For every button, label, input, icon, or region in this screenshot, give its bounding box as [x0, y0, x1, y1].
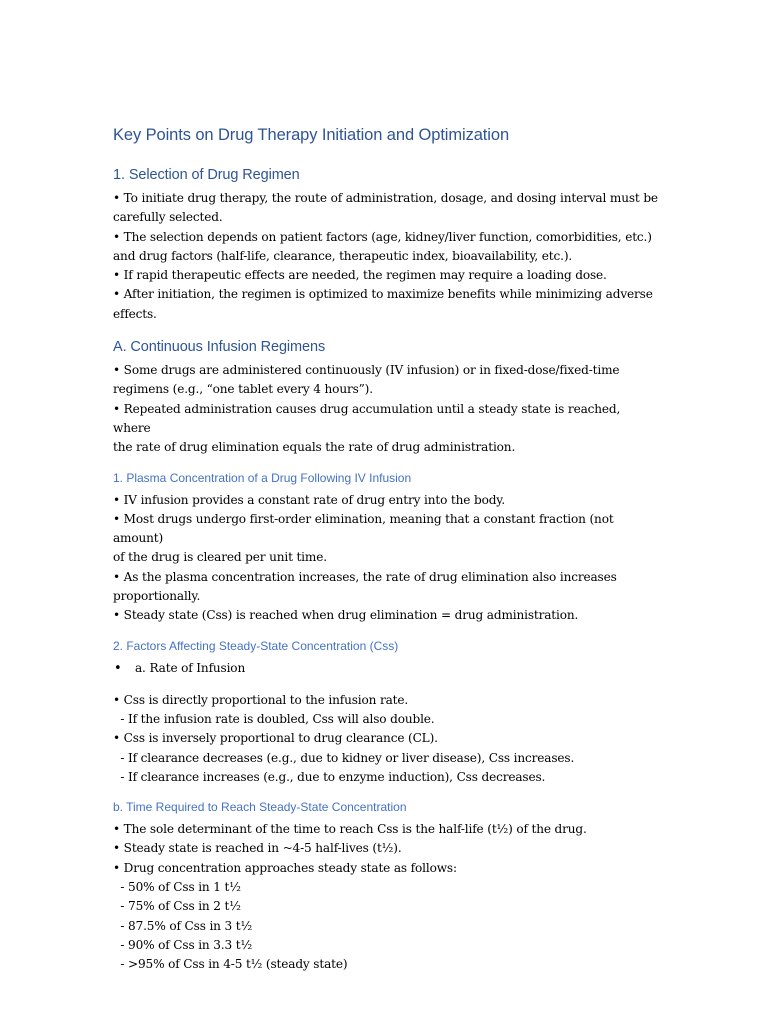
subsection-heading-plasma-concentration: 1. Plasma Concentration of a Drug Following IV Infusion	[113, 470, 412, 485]
paragraph-line: • If rapid therapeutic effects are needed, the regimen may require a loading dose.	[113, 268, 607, 283]
paragraph-line: - >95% of Css in 4-5 t½ (steady state)	[113, 957, 348, 972]
paragraph-line: • Most drugs undergo first-order elimination, meaning that a constant fraction (not amount)	[113, 511, 618, 546]
section-heading-continuous-infusion: A. Continuous Infusion Regimens	[113, 339, 326, 356]
subsection-heading-time-to-steady-state: b. Time Required to Reach Steady-State Concentration	[113, 800, 407, 815]
subsection-heading-css-factors: 2. Factors Affecting Steady-State Concentration (Css)	[113, 638, 399, 653]
document-title: Key Points on Drug Therapy Initiation and Optimization	[113, 126, 510, 144]
paragraph-line: • As the plasma concentration increases, the rate of drug elimination also increases	[113, 569, 617, 584]
paragraph-line: proportionally.	[113, 589, 201, 604]
paragraph-line: - If clearance decreases (e.g., due to kidney or liver disease), Css increases.	[113, 750, 575, 765]
paragraph-line: • Repeated administration causes drug accumulation until a steady state is reached, where	[113, 401, 624, 435]
bullet-glyph: •	[114, 660, 122, 676]
spacer	[113, 458, 658, 470]
document-body	[113, 124, 658, 975]
spacer	[113, 787, 658, 799]
paragraph-line: • The sole determinant of the time to reach Css is the half-life (t½) of the drug.	[113, 822, 587, 837]
paragraph-line: • Steady state (Css) is reached when drug elimination = drug administration.	[113, 608, 579, 623]
spacer	[113, 626, 658, 638]
paragraph-line: regimens (e.g., “one tablet every 4 hours”).	[113, 382, 373, 397]
bullet-list	[113, 659, 658, 678]
paragraph-line: • Steady state is reached in ~4-5 half-lives (t½).	[113, 841, 402, 856]
paragraph-line: • After initiation, the regimen is optimized to maximize benefits while minimizing adverse	[113, 287, 653, 302]
paragraph-line: • Some drugs are administered continuously (IV infusion) or in fixed-dose/fixed-time	[113, 363, 620, 378]
paragraph-line: - 87.5% of Css in 3 t½	[113, 918, 253, 933]
section-heading-selection: 1. Selection of Drug Regimen	[113, 167, 300, 183]
spacer	[113, 678, 658, 691]
list-item	[113, 659, 658, 678]
paragraph-line: - 90% of Css in 3.3 t½	[113, 937, 253, 952]
paragraph-line: • Drug concentration approaches steady state as follows:	[113, 860, 457, 875]
spacer	[113, 324, 658, 337]
paragraph-line: carefully selected.	[113, 210, 223, 225]
paragraph-line: • Css is inversely proportional to drug clearance (CL).	[113, 731, 438, 746]
paragraph-line: - 50% of Css in 1 t½	[113, 880, 241, 895]
paragraph-line: • The selection depends on patient factors (age, kidney/liver function, comorbidities, etc.)	[113, 229, 652, 244]
paragraph-line: - If clearance increases (e.g., due to enzyme induction), Css decreases.	[113, 769, 546, 784]
list-item-text: a. Rate of Infusion	[135, 660, 246, 675]
paragraph-line: - If the infusion rate is doubled, Css will also double.	[113, 711, 435, 726]
paragraph-line: • Css is directly proportional to the infusion rate.	[113, 692, 409, 707]
paragraph-line: and drug factors (half-life, clearance, therapeutic index, bioavailability, etc.).	[113, 248, 573, 263]
paragraph-line: • IV infusion provides a constant rate of drug entry into the body.	[113, 492, 506, 507]
paragraph-line: the rate of drug elimination equals the rate of drug administration.	[113, 440, 516, 455]
paragraph-line: effects.	[113, 306, 157, 321]
paragraph-line: • To initiate drug therapy, the route of administration, dosage, and dosing interval must be	[113, 191, 658, 205]
paragraph-line: of the drug is cleared per unit time.	[113, 550, 327, 565]
paragraph-line: - 75% of Css in 2 t½	[113, 899, 241, 914]
